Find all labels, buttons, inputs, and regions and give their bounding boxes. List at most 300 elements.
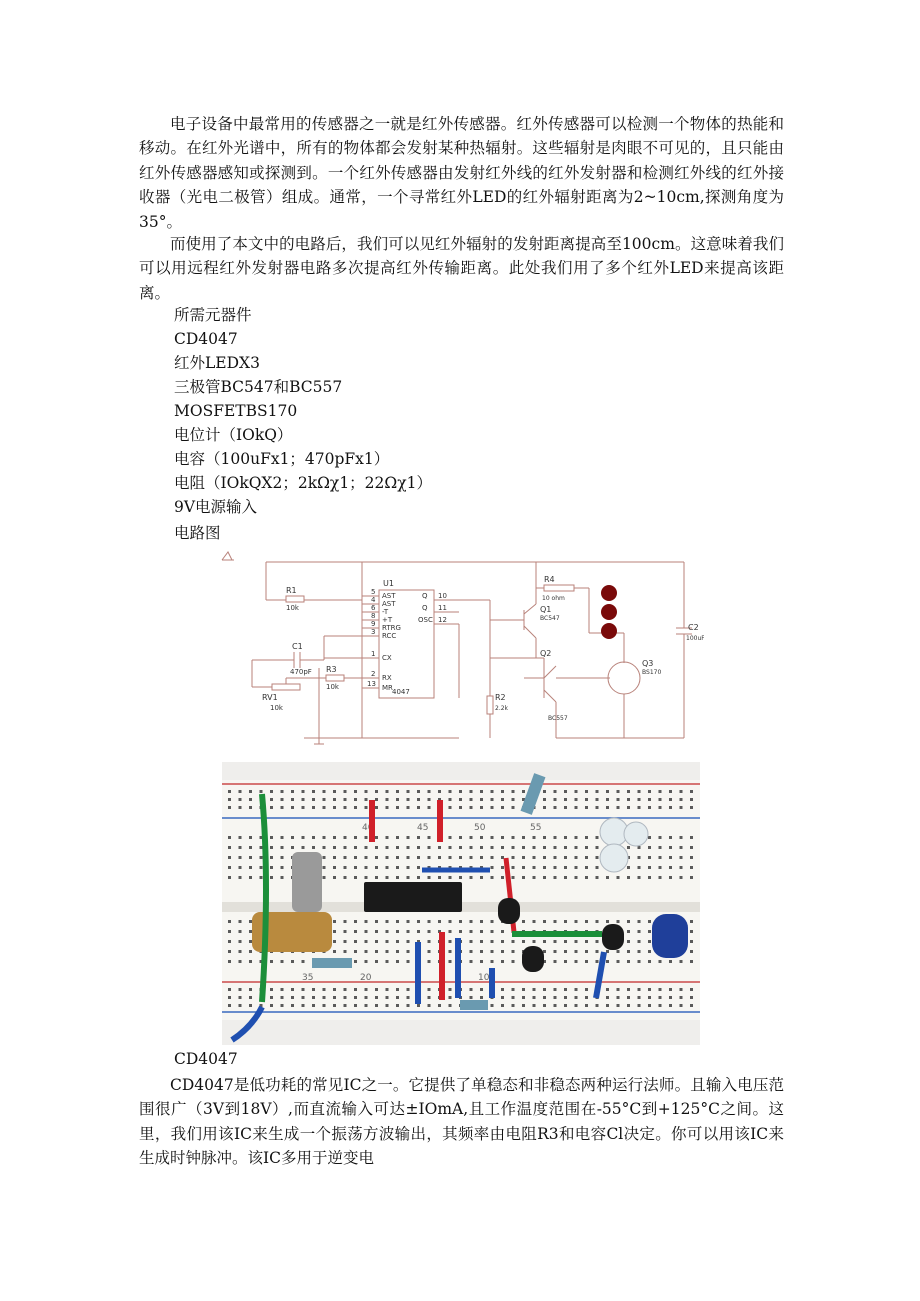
board-hole <box>522 836 525 839</box>
board-hole <box>627 930 630 933</box>
board-hole <box>386 806 389 809</box>
breadboard-svg <box>222 762 700 1045</box>
board-hole <box>354 920 357 923</box>
board-hole <box>239 960 242 963</box>
board-hole <box>543 798 546 801</box>
board-hole <box>575 960 578 963</box>
board-hole <box>407 806 410 809</box>
board-hole <box>501 930 504 933</box>
board-hole <box>501 790 504 793</box>
board-hole <box>501 1004 504 1007</box>
board-hole <box>690 790 693 793</box>
board-hole <box>564 856 567 859</box>
board-hole <box>575 790 578 793</box>
board-hole <box>239 806 242 809</box>
board-hole <box>375 950 378 953</box>
board-hole <box>428 950 431 953</box>
board-hole <box>543 996 546 999</box>
q2-part: BC557 <box>548 715 568 722</box>
board-hole <box>260 866 263 869</box>
board-hole <box>648 866 651 869</box>
board-hole <box>554 996 557 999</box>
board-hole <box>449 940 452 943</box>
board-hole <box>407 836 410 839</box>
board-hole <box>407 950 410 953</box>
board-hole <box>596 876 599 879</box>
board-hole <box>449 790 452 793</box>
board-hole <box>648 1004 651 1007</box>
board-hole <box>323 856 326 859</box>
board-hole <box>512 806 515 809</box>
pin-label: RCC <box>382 632 397 640</box>
board-hole <box>354 798 357 801</box>
board-hole <box>428 876 431 879</box>
board-hole <box>386 920 389 923</box>
board-hole <box>333 856 336 859</box>
board-hole <box>344 1004 347 1007</box>
board-hole <box>596 790 599 793</box>
board-hole <box>365 930 368 933</box>
cd4047-heading: CD4047 <box>174 1050 238 1068</box>
board-hole <box>606 876 609 879</box>
rv1-value: 10k <box>270 704 283 712</box>
board-hole <box>690 960 693 963</box>
board-hole <box>690 988 693 991</box>
board-hole <box>239 798 242 801</box>
board-hole <box>596 836 599 839</box>
board-hole <box>522 856 525 859</box>
resistor <box>312 958 352 968</box>
board-hole <box>228 876 231 879</box>
board-hole <box>407 798 410 801</box>
board-hole <box>575 846 578 849</box>
pin-number: 12 <box>438 616 447 624</box>
board-hole <box>585 836 588 839</box>
board-hole <box>459 836 462 839</box>
board-hole <box>428 806 431 809</box>
board-hole <box>260 856 263 859</box>
board-hole <box>690 1004 693 1007</box>
board-hole <box>386 836 389 839</box>
board-hole <box>680 1004 683 1007</box>
board-hole <box>270 798 273 801</box>
board-hole <box>669 1004 672 1007</box>
board-hole <box>449 806 452 809</box>
board-hole <box>680 836 683 839</box>
paragraph-cd4047: CD4047是低功耗的常见IC之一。它提供了单稳态和非稳态两种运行法师。且输入电压范围很广（3V到18V）,而直流输入可达±IOmA,且工作温度范围在-55°C到+125°C之间。这里，我们用该IC来生成一个振荡方波输出，其频率由电阻R3和电容Cl决定。你可以用该IC来生成时钟脉冲。该IC多用于逆变电 <box>139 1076 784 1168</box>
board-hole <box>375 798 378 801</box>
board-hole <box>690 856 693 859</box>
board-hole <box>575 940 578 943</box>
board-hole <box>543 846 546 849</box>
board-hole <box>470 960 473 963</box>
board-hole <box>480 846 483 849</box>
board-hole <box>396 996 399 999</box>
board-hole <box>396 836 399 839</box>
board-hole <box>627 950 630 953</box>
board-hole <box>249 930 252 933</box>
board-hole <box>417 1004 420 1007</box>
board-hole <box>375 876 378 879</box>
board-hole <box>312 836 315 839</box>
board-hole <box>375 806 378 809</box>
board-hole <box>386 996 389 999</box>
board-hole <box>596 806 599 809</box>
board-hole <box>585 950 588 953</box>
board-hole <box>512 846 515 849</box>
component-item: 三极管BC547和BC557 <box>174 378 343 396</box>
board-hole <box>270 856 273 859</box>
board-hole <box>302 996 305 999</box>
board-hole <box>459 856 462 859</box>
board-hole <box>543 1004 546 1007</box>
board-hole <box>596 940 599 943</box>
board-hole <box>344 790 347 793</box>
board-hole <box>375 836 378 839</box>
led-1 <box>601 585 617 601</box>
board-hole <box>554 988 557 991</box>
board-hole <box>627 846 630 849</box>
board-hole <box>312 846 315 849</box>
board-hole <box>302 960 305 963</box>
c2-label: C2 <box>688 623 699 632</box>
board-hole <box>386 1004 389 1007</box>
ir-led-3 <box>600 844 628 872</box>
board-hole <box>228 940 231 943</box>
board-hole <box>260 876 263 879</box>
board-hole <box>344 996 347 999</box>
q2-label: Q2 <box>540 649 552 658</box>
board-hole <box>512 940 515 943</box>
board-hole <box>554 790 557 793</box>
board-hole <box>249 866 252 869</box>
board-hole <box>669 806 672 809</box>
pin-label: Q <box>422 604 428 612</box>
pin-number: 2 <box>371 670 376 678</box>
board-hole <box>470 930 473 933</box>
board-hole <box>648 856 651 859</box>
board-hole <box>291 806 294 809</box>
board-hole <box>669 996 672 999</box>
board-hole <box>554 806 557 809</box>
board-hole <box>501 940 504 943</box>
board-hole <box>501 960 504 963</box>
board-hole <box>239 930 242 933</box>
board-hole <box>365 876 368 879</box>
board-hole <box>228 920 231 923</box>
board-hole <box>554 798 557 801</box>
r1-value: 10k <box>286 604 299 612</box>
board-hole <box>333 988 336 991</box>
board-hole <box>575 876 578 879</box>
r4-label: R4 <box>544 575 555 584</box>
board-hole <box>228 798 231 801</box>
board-hole <box>638 798 641 801</box>
board-hole <box>417 806 420 809</box>
board-hole <box>438 876 441 879</box>
component-item: CD4047 <box>174 330 238 348</box>
board-hole <box>470 846 473 849</box>
r2-label: R2 <box>495 693 506 702</box>
board-hole <box>228 930 231 933</box>
board-hole <box>239 996 242 999</box>
board-hole <box>375 790 378 793</box>
board-hole <box>585 846 588 849</box>
board-hole <box>449 930 452 933</box>
board-hole <box>533 996 536 999</box>
board-hole <box>585 988 588 991</box>
board-hole <box>323 806 326 809</box>
mosfet-q3 <box>602 924 624 950</box>
board-hole <box>459 920 462 923</box>
board-hole <box>596 846 599 849</box>
board-hole <box>333 930 336 933</box>
board-hole <box>344 836 347 839</box>
board-hole <box>354 806 357 809</box>
board-hole <box>417 876 420 879</box>
board-hole <box>228 1004 231 1007</box>
board-hole <box>344 988 347 991</box>
board-hole <box>680 846 683 849</box>
board-hole <box>291 988 294 991</box>
circuit-heading: 电路图 <box>174 524 221 542</box>
component-item: 电位计（IOkQ） <box>174 426 293 444</box>
board-hole <box>543 950 546 953</box>
pin-number: 5 <box>371 588 376 596</box>
board-hole <box>386 930 389 933</box>
board-hole <box>638 790 641 793</box>
board-hole <box>596 920 599 923</box>
board-hole <box>333 940 336 943</box>
board-hole <box>470 950 473 953</box>
board-hole <box>659 1004 662 1007</box>
board-hole <box>501 996 504 999</box>
board-number: 20 <box>360 973 372 983</box>
board-hole <box>501 836 504 839</box>
board-hole <box>239 866 242 869</box>
board-hole <box>617 876 620 879</box>
board-hole <box>627 1004 630 1007</box>
board-hole <box>522 846 525 849</box>
board-hole <box>648 920 651 923</box>
board-hole <box>512 988 515 991</box>
board-hole <box>396 960 399 963</box>
board-hole <box>512 798 515 801</box>
board-hole <box>302 806 305 809</box>
r4-value: 10 ohm <box>542 595 565 602</box>
board-hole <box>228 790 231 793</box>
board-hole <box>680 960 683 963</box>
board-hole <box>449 846 452 849</box>
board-hole <box>470 856 473 859</box>
board-hole <box>386 790 389 793</box>
board-hole <box>386 798 389 801</box>
board-hole <box>480 790 483 793</box>
board-hole <box>627 798 630 801</box>
board-hole <box>417 930 420 933</box>
board-hole <box>564 798 567 801</box>
board-hole <box>354 950 357 953</box>
board-hole <box>375 846 378 849</box>
board-hole <box>606 798 609 801</box>
board-hole <box>323 1004 326 1007</box>
board-hole <box>648 960 651 963</box>
board-hole <box>428 960 431 963</box>
board-number: 45 <box>417 823 429 833</box>
component-item: 电阻（IOkQX2；2kΩχ1；22Ωχ1） <box>174 474 433 492</box>
board-hole <box>354 846 357 849</box>
rv1-label: RV1 <box>262 693 278 702</box>
board-hole <box>606 920 609 923</box>
board-hole <box>239 846 242 849</box>
board-hole <box>533 856 536 859</box>
board-hole <box>249 996 252 999</box>
led-2 <box>601 604 617 620</box>
board-hole <box>407 920 410 923</box>
pin-label: RX <box>382 674 392 682</box>
board-hole <box>512 836 515 839</box>
board-hole <box>554 960 557 963</box>
board-hole <box>323 790 326 793</box>
board-hole <box>270 790 273 793</box>
board-hole <box>585 1004 588 1007</box>
board-hole <box>428 940 431 943</box>
board-hole <box>575 836 578 839</box>
board-hole <box>648 836 651 839</box>
board-hole <box>396 920 399 923</box>
component-item: 9V电源输入 <box>174 498 258 516</box>
board-hole <box>491 846 494 849</box>
board-hole <box>533 836 536 839</box>
board-hole <box>449 876 452 879</box>
board-hole <box>459 930 462 933</box>
board-hole <box>480 996 483 999</box>
board-hole <box>606 790 609 793</box>
capacitor-c2 <box>652 914 688 958</box>
board-hole <box>270 836 273 839</box>
pin-number: 8 <box>371 612 376 620</box>
board-hole <box>396 806 399 809</box>
board-hole <box>533 920 536 923</box>
board-hole <box>533 1004 536 1007</box>
board-hole <box>228 988 231 991</box>
board-hole <box>344 806 347 809</box>
board-hole <box>344 920 347 923</box>
board-hole <box>407 940 410 943</box>
board-hole <box>659 798 662 801</box>
board-hole <box>648 930 651 933</box>
board-hole <box>638 996 641 999</box>
board-hole <box>270 1004 273 1007</box>
board-hole <box>344 856 347 859</box>
pin-number: 10 <box>438 592 447 600</box>
board-hole <box>438 920 441 923</box>
board-hole <box>228 806 231 809</box>
board-hole <box>239 1004 242 1007</box>
transistor-q1 <box>498 898 520 924</box>
board-hole <box>554 856 557 859</box>
board-hole <box>249 790 252 793</box>
board-hole <box>249 920 252 923</box>
board-hole <box>543 806 546 809</box>
board-hole <box>239 940 242 943</box>
q3-label: Q3 <box>642 659 654 668</box>
board-hole <box>575 856 578 859</box>
cd4047-chip <box>364 882 462 912</box>
board-hole <box>617 988 620 991</box>
board-hole <box>449 988 452 991</box>
board-hole <box>354 790 357 793</box>
board-hole <box>501 988 504 991</box>
board-hole <box>323 996 326 999</box>
board-hole <box>417 836 420 839</box>
board-hole <box>543 876 546 879</box>
board-hole <box>344 876 347 879</box>
board-hole <box>312 798 315 801</box>
board-hole <box>354 866 357 869</box>
board-hole <box>596 1004 599 1007</box>
board-hole <box>249 1004 252 1007</box>
board-hole <box>449 1004 452 1007</box>
board-hole <box>407 930 410 933</box>
board-hole <box>491 920 494 923</box>
board-hole <box>575 806 578 809</box>
board-hole <box>396 876 399 879</box>
board-hole <box>543 866 546 869</box>
board-hole <box>396 988 399 991</box>
board-hole <box>690 866 693 869</box>
board-hole <box>491 798 494 801</box>
board-hole <box>459 846 462 849</box>
board-hole <box>459 790 462 793</box>
board-hole <box>281 790 284 793</box>
board-hole <box>260 790 263 793</box>
board-hole <box>543 836 546 839</box>
board-hole <box>459 798 462 801</box>
board-hole <box>291 790 294 793</box>
board-hole <box>533 846 536 849</box>
board-hole <box>396 940 399 943</box>
q1-part: BC547 <box>540 615 560 622</box>
board-hole <box>596 866 599 869</box>
board-hole <box>270 846 273 849</box>
board-hole <box>239 836 242 839</box>
board-hole <box>365 920 368 923</box>
board-hole <box>627 988 630 991</box>
board-hole <box>407 790 410 793</box>
board-hole <box>449 798 452 801</box>
board-hole <box>396 1004 399 1007</box>
paragraph-intro: 电子设备中最常用的传感器之一就是红外传感器。红外传感器可以检测一个物体的热能和移动。在红外光谱中，所有的物体都会发射某种热辐射。这些辐射是肉眼不可见的，且只能由红外传感器感知或探测到。一个红外传感器由发射红外线的红外发射器和检测红外线的红外接收器（光电二极管）组成。通常，一个寻常红外LED的红外辐射距离为2~10cm,探测角度为35°。 <box>139 115 784 231</box>
board-hole <box>239 920 242 923</box>
board-hole <box>480 930 483 933</box>
board-hole <box>375 920 378 923</box>
board-hole <box>239 950 242 953</box>
board-hole <box>491 806 494 809</box>
board-hole <box>522 996 525 999</box>
board-hole <box>323 798 326 801</box>
board-hole <box>680 996 683 999</box>
board-hole <box>428 930 431 933</box>
board-hole <box>543 856 546 859</box>
board-hole <box>575 1004 578 1007</box>
board-hole <box>375 988 378 991</box>
board-hole <box>470 996 473 999</box>
board-hole <box>323 988 326 991</box>
board-hole <box>491 960 494 963</box>
board-hole <box>354 940 357 943</box>
board-hole <box>585 940 588 943</box>
